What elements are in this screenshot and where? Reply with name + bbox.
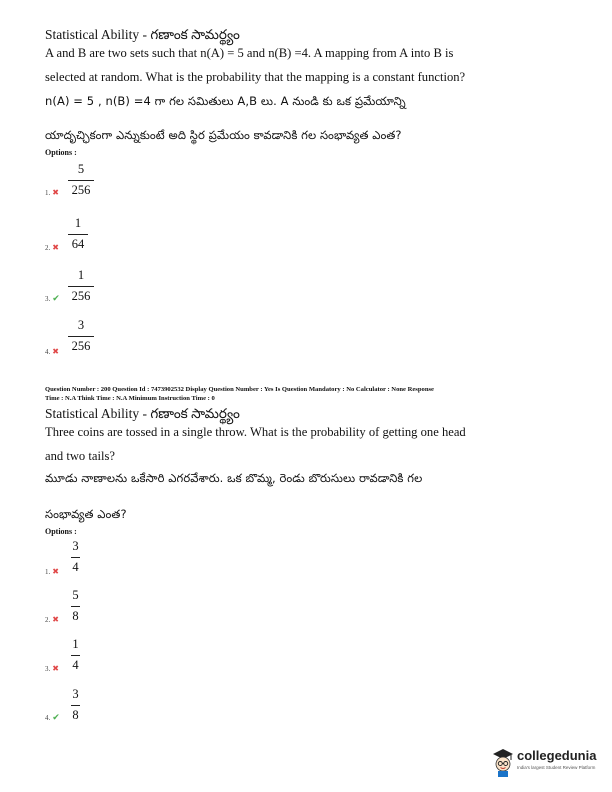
numerator: 1	[77, 268, 85, 282]
graduate-mascot-icon	[492, 747, 514, 777]
q2-option-4-number: 4. ✔	[45, 713, 60, 723]
fraction-bar	[68, 286, 94, 287]
q1-option-1-number: 1. ✖	[45, 188, 59, 197]
correct-check-icon: ✔	[52, 294, 60, 304]
fraction-bar	[71, 606, 80, 607]
logo-tagline: India's largest Student Review Platform	[517, 765, 596, 770]
q2-option-1-fraction[interactable]	[71, 539, 80, 575]
q1-options-label: Options :	[45, 148, 77, 157]
q2-telugu-line-2: సంభావ్యత ఎంత?	[45, 507, 127, 521]
numerator: 3	[72, 539, 79, 553]
numerator: 1	[72, 637, 79, 651]
logo-name: collegedunia	[517, 748, 597, 763]
numerator: 5	[72, 588, 79, 602]
wrong-mark-icon: ✖	[52, 347, 59, 356]
q1-option-1-fraction[interactable]	[68, 162, 94, 198]
wrong-mark-icon: ✖	[52, 664, 59, 673]
q1-option-2-fraction[interactable]	[68, 216, 88, 252]
q1-english-line-2: selected at random. What is the probability that the mapping is a constant function?	[45, 70, 466, 84]
wrong-mark-icon: ✖	[52, 188, 59, 197]
fraction-bar	[71, 557, 80, 558]
q2-option-3-fraction[interactable]	[71, 637, 80, 673]
collegedunia-logo	[492, 745, 610, 785]
numerator: 5	[77, 162, 85, 176]
wrong-mark-icon: ✖	[52, 243, 59, 252]
q2-meta-line-1: Question Number : 200 Question Id : 7473902532 Display Question Number : Yes Is Question Mandatory : No Calculator : None Response	[45, 386, 434, 393]
wrong-mark-icon: ✖	[52, 615, 59, 624]
fraction-bar	[71, 655, 80, 656]
fraction-bar	[68, 336, 94, 337]
q2-options-label: Options :	[45, 527, 77, 536]
correct-check-icon: ✔	[52, 713, 60, 723]
q1-telugu-line-2: యాదృచ్ఛికంగా ఎన్నుకుంటే అది స్థిర ప్రమేయం కావడానికి గల సంభావ్యత ఎంత?	[45, 128, 402, 142]
q1-section-title: Statistical Ability - గణాంక సామర్థ్యం	[45, 27, 240, 42]
denominator: 8	[72, 708, 79, 722]
denominator: 4	[72, 560, 79, 574]
fraction-bar	[68, 180, 94, 181]
q1-telugu-line-1: n(A) = 5 , n(B) =4 గా గల సమితులు A,B లు. A నుండి కు ఒక ప్రమేయాన్ని	[45, 94, 406, 108]
denominator: 4	[72, 658, 79, 672]
numerator: 1	[74, 216, 82, 230]
q1-option-3-number: 3. ✔	[45, 294, 60, 304]
q1-option-4-fraction[interactable]	[68, 318, 94, 354]
q1-option-3-fraction[interactable]	[68, 268, 94, 304]
q2-section-title: Statistical Ability - గణాంక సామర్థ్యం	[45, 406, 240, 421]
q2-option-4-fraction[interactable]	[71, 687, 80, 723]
q2-option-2-number: 2. ✖	[45, 615, 59, 624]
q1-option-4-number: 4. ✖	[45, 347, 59, 356]
q2-meta-line-2: Time : N.A Think Time : N.A Minimum Instruction Time : 0	[45, 395, 215, 402]
q2-telugu-line-1: మూడు నాణాలను ఒకేసారి ఎగరవేశారు. ఒక బొమ్మ, రెండు బొరుసులు రావడానికి గల	[45, 471, 423, 485]
denominator: 256	[71, 289, 91, 303]
denominator: 256	[71, 339, 91, 353]
denominator: 256	[71, 183, 91, 197]
q2-option-3-number: 3. ✖	[45, 664, 59, 673]
q2-english-line-2: and two tails?	[45, 449, 115, 463]
q1-option-2-number: 2. ✖	[45, 243, 59, 252]
q1-english-line-1: A and B are two sets such that n(A) = 5 and n(B) =4. A mapping from A into B is	[45, 46, 454, 60]
wrong-mark-icon: ✖	[52, 567, 59, 576]
numerator: 3	[77, 318, 85, 332]
fraction-bar	[68, 234, 88, 235]
q2-english-line-1: Three coins are tossed in a single throw. What is the probability of getting one head	[45, 425, 466, 439]
numerator: 3	[72, 687, 79, 701]
denominator: 64	[71, 237, 85, 251]
q2-option-1-number: 1. ✖	[45, 567, 59, 576]
q2-option-2-fraction[interactable]	[71, 588, 80, 624]
denominator: 8	[72, 609, 79, 623]
fraction-bar	[71, 705, 80, 706]
